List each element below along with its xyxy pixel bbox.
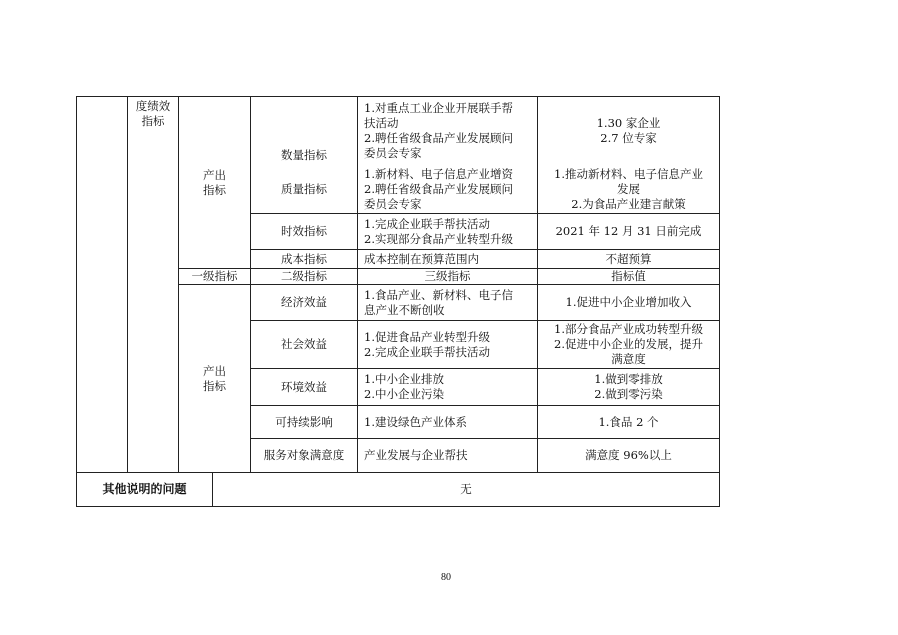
row-sustainability-value: 1.食品 2 个 (598, 414, 659, 429)
row-social-name: 社会效益 (281, 337, 327, 351)
row-cost-name: 成本指标 (281, 251, 327, 266)
row-sustainability-detail: 1.建设绿色产业体系 (364, 414, 467, 429)
row-economic-value: 1.促进中小企业增加收入 (565, 295, 692, 309)
row-social-value: 1.部分食品产业成功转型升级 2.促进中小企业的发展，提升 满意度 (554, 322, 703, 366)
header-level3: 三级指标 (424, 269, 471, 283)
row-timeliness-name: 时效指标 (281, 224, 327, 238)
row-economic-detail: 1.食品产业、新材料、电子信 息产业不断创收 (364, 287, 513, 317)
row-satisfaction-detail: 产业发展与企业帮扶 (364, 448, 468, 462)
header-value: 指标值 (611, 269, 646, 283)
row-satisfaction-name: 服务对象满意度 (263, 448, 345, 462)
row-quantity-value: 1.30 家企业 2.7 位专家 (596, 116, 661, 145)
row-timeliness-value: 2021 年 12 月 31 日前完成 (555, 224, 702, 238)
row-satisfaction-value: 满意度 96%以上 (585, 448, 672, 462)
row-quality-value: 1.推动新材料、电子信息产业 发展 2.为食品产业建言献策 (554, 166, 703, 211)
effect-indicator-label: 产出 指标 (203, 363, 226, 393)
row-cost-detail: 成本控制在预算范围内 (364, 251, 479, 266)
row-timeliness-detail: 1.完成企业联手帮扶活动 2.实现部分食品产业转型升级 (364, 216, 513, 246)
other-notes-value: 无 (460, 482, 472, 496)
row-quantity-detail: 1.对重点工业企业开展联手帮 扶活动 2.聘任省级食品产业发展顾问 委员会专家 (364, 101, 513, 160)
row-quantity-name: 数量指标 (281, 147, 327, 162)
page-number: 80 (441, 572, 451, 583)
output-indicator-label: 产出 指标 (203, 167, 226, 197)
performance-indicator-label: 度绩效 指标 (135, 99, 171, 128)
row-environment-detail: 1.中小企业排放 2.中小企业污染 (364, 372, 444, 401)
row-social-detail: 1.促进食品产业转型升级 2.完成企业联手帮扶活动 (364, 329, 490, 359)
row-sustainability-name: 可持续影响 (275, 414, 333, 429)
other-notes-label: 其他说明的问题 (102, 482, 187, 496)
header-level2: 二级指标 (281, 269, 327, 283)
row-economic-name: 经济效益 (281, 295, 327, 309)
row-quality-name: 质量指标 (281, 181, 327, 196)
header-level1: 一级指标 (191, 269, 238, 283)
row-quality-detail: 1.新材料、电子信息产业增资 2.聘任省级食品产业发展顾问 委员会专家 (364, 166, 513, 211)
row-cost-value: 不超预算 (605, 251, 652, 266)
row-environment-value: 1.做到零排放 2.做到零污染 (594, 372, 663, 401)
row-environment-name: 环境效益 (281, 379, 327, 394)
